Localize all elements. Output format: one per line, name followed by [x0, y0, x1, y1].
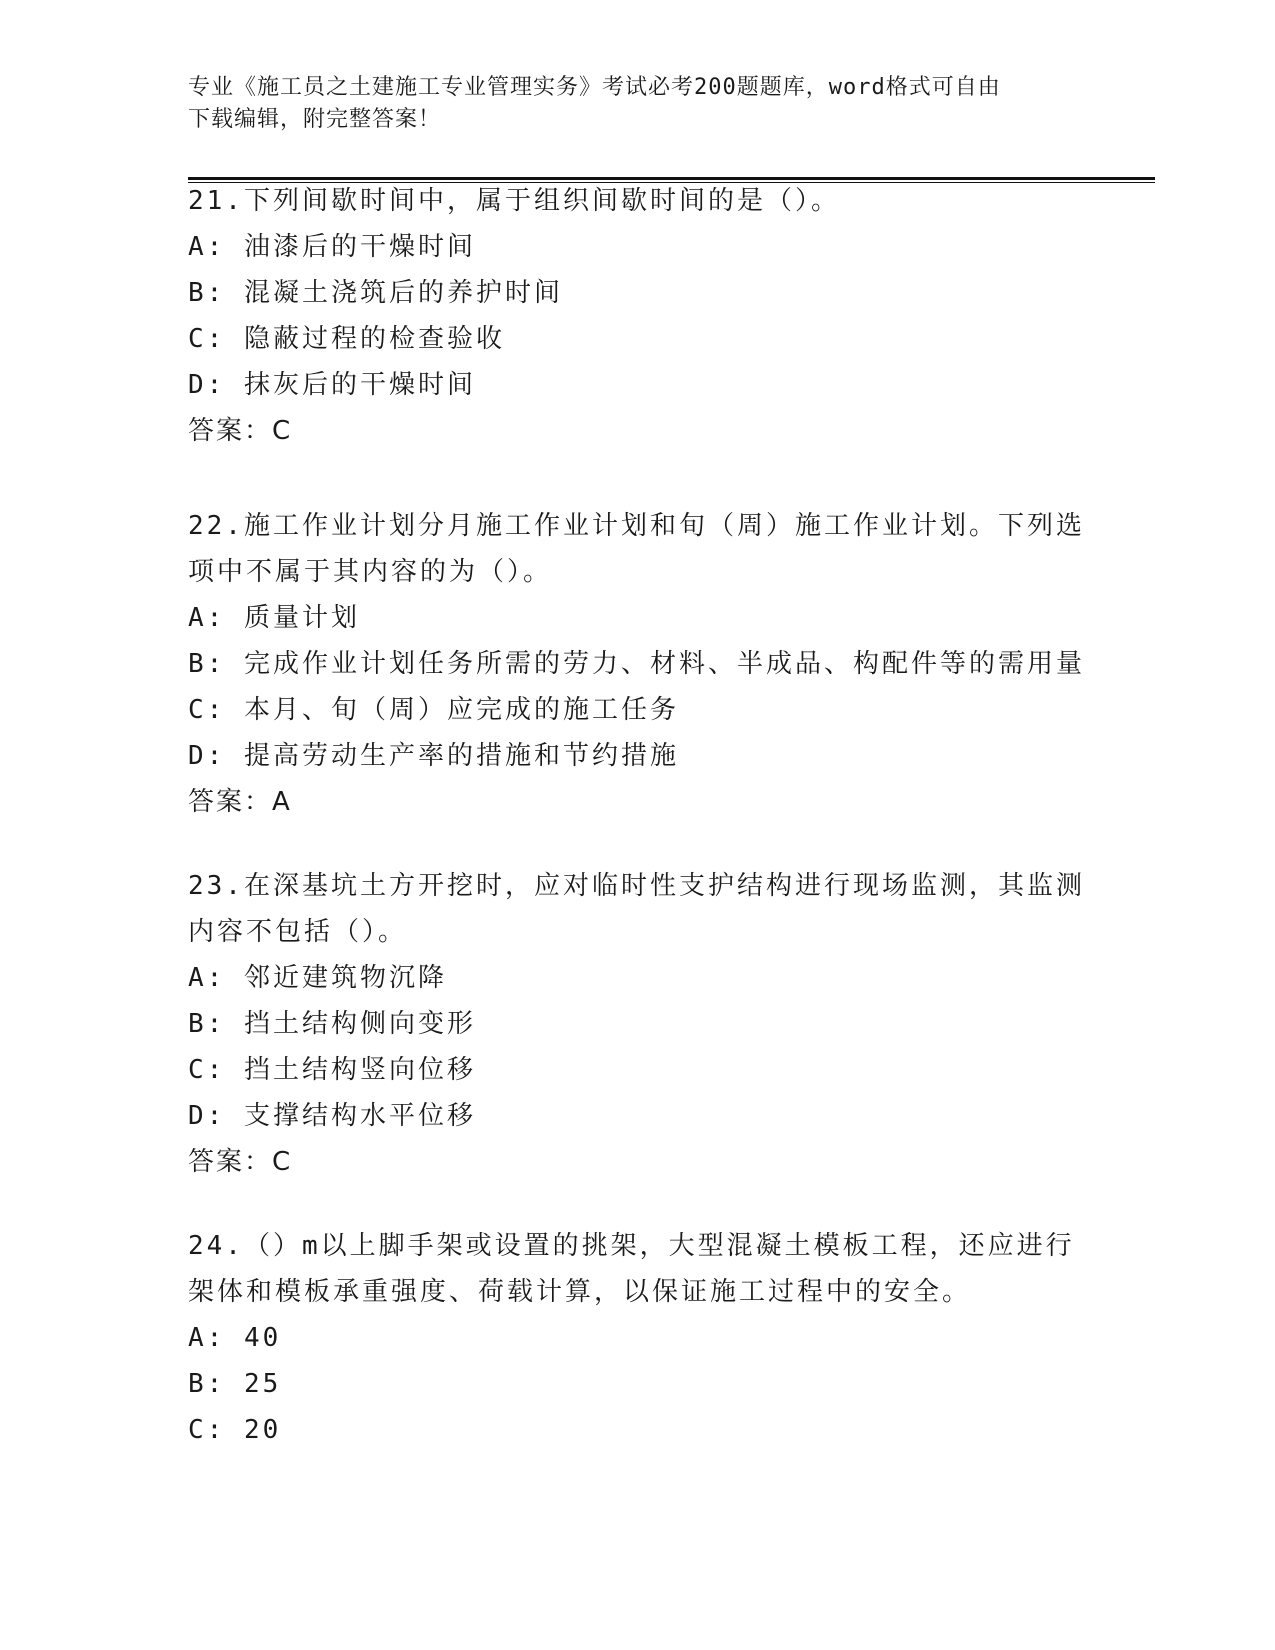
- option-a: A: 油漆后的干燥时间: [188, 232, 476, 262]
- option-d: D: 提高劳动生产率的措施和节约措施: [188, 741, 679, 771]
- answer: 答案：C: [188, 1147, 293, 1177]
- option-a: A: 40: [188, 1323, 282, 1353]
- question-stem: 22.施工作业计划分月施工作业计划和旬（周）施工作业计划。下列选: [188, 511, 1085, 541]
- header-line-1: 专业《施工员之土建施工专业管理实务》考试必考200题题库，word格式可自由: [188, 75, 1001, 100]
- option-a: A: 质量计划: [188, 603, 360, 633]
- option-d: D: 抹灰后的干燥时间: [188, 370, 476, 400]
- answer: 答案：C: [188, 416, 293, 446]
- answer: 答案：A: [188, 787, 292, 817]
- option-c: C: 本月、旬（周）应完成的施工任务: [188, 695, 679, 725]
- option-c: C: 20: [188, 1415, 282, 1445]
- option-c: C: 隐蔽过程的检查验收: [188, 324, 505, 354]
- document-header: [188, 72, 1078, 136]
- option-b: B: 25: [188, 1369, 282, 1399]
- question-stem: 24.（）m以上脚手架或设置的挑架，大型混凝土模板工程，还应进行: [188, 1231, 1075, 1261]
- question-stem: 23.在深基坑土方开挖时，应对临时性支护结构进行现场监测，其监测: [188, 871, 1085, 901]
- question-22: [188, 503, 1085, 825]
- option-b: B: 完成作业计划任务所需的劳力、材料、半成品、构配件等的需用量: [188, 649, 1085, 679]
- question-23: [188, 863, 1085, 1185]
- question-stem-continued: 架体和模板承重强度、荷载计算，以保证施工过程中的安全。: [188, 1277, 972, 1307]
- header-line-2: 下载编辑，附完整答案！: [188, 107, 442, 132]
- option-c: C: 挡土结构竖向位移: [188, 1055, 476, 1085]
- option-d: D: 支撑结构水平位移: [188, 1101, 476, 1131]
- question-stem-continued: 内容不包括（）。: [188, 917, 408, 947]
- option-b: B: 混凝土浇筑后的养护时间: [188, 278, 563, 308]
- question-24: [188, 1223, 1078, 1453]
- option-b: B: 挡土结构侧向变形: [188, 1009, 476, 1039]
- question-stem-continued: 项中不属于其内容的为（）。: [188, 557, 553, 587]
- option-a: A: 邻近建筑物沉降: [188, 963, 447, 993]
- question-21: [188, 178, 1078, 454]
- question-stem: 21.下列间歇时间中，属于组织间歇时间的是（）。: [188, 186, 840, 216]
